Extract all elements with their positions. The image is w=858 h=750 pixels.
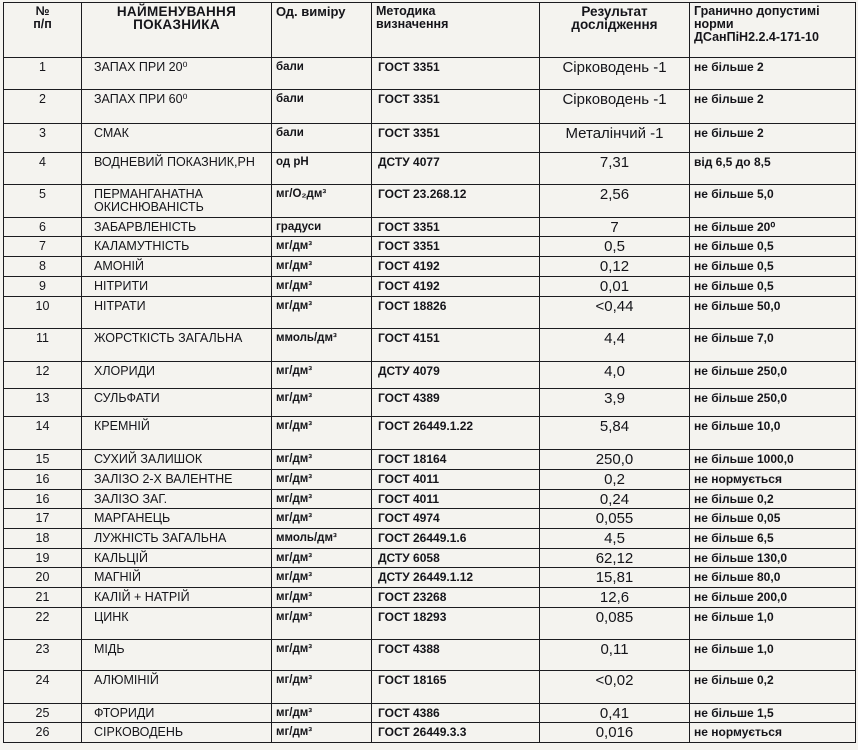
- row-indicator-name: СУХИЙ ЗАЛИШОК: [82, 450, 272, 470]
- row-norm: не більше 2: [690, 90, 856, 124]
- row-number: 7: [4, 237, 82, 257]
- row-indicator-name: КАЛЬЦІЙ: [82, 549, 272, 568]
- row-norm: не більше 1000,0: [690, 450, 856, 470]
- row-norm: не більше 1,0: [690, 640, 856, 671]
- table-row: [4, 568, 856, 588]
- row-indicator-name: АМОНІЙ: [82, 257, 272, 277]
- row-number: 12: [4, 362, 82, 389]
- row-result: 0,41: [540, 704, 690, 723]
- row-method: ГОСТ 4011: [372, 490, 540, 509]
- table-row: [4, 588, 856, 608]
- row-method: ГОСТ 18164: [372, 450, 540, 470]
- row-number: 23: [4, 640, 82, 671]
- table-row: [4, 417, 856, 450]
- row-norm: не більше 130,0: [690, 549, 856, 568]
- row-unit: бали: [272, 90, 372, 124]
- row-result: 0,01: [540, 277, 690, 297]
- row-number: 9: [4, 277, 82, 297]
- row-method: ГОСТ 4192: [372, 257, 540, 277]
- row-method: ГОСТ 4011: [372, 470, 540, 490]
- row-indicator-name: ХЛОРИДИ: [82, 362, 272, 389]
- row-unit: мг/дм³: [272, 509, 372, 529]
- row-method: ГОСТ 18293: [372, 608, 540, 640]
- row-unit: мг/дм³: [272, 389, 372, 417]
- row-method: ГОСТ 23.268.12: [372, 185, 540, 218]
- row-result: <0,02: [540, 671, 690, 704]
- table-row: [4, 608, 856, 640]
- table-row: [4, 509, 856, 529]
- row-result: 4,5: [540, 529, 690, 549]
- row-indicator-name: ЗАЛІЗО 2-Х ВАЛЕНТНЕ: [82, 470, 272, 490]
- row-result: 4,4: [540, 329, 690, 362]
- row-method: ГОСТ 26449.1.22: [372, 417, 540, 450]
- row-result: 250,0: [540, 450, 690, 470]
- row-indicator-name: ЗАЛІЗО ЗАГ.: [82, 490, 272, 509]
- header-name-line: ПОКАЗНИКА: [133, 17, 220, 32]
- row-result: 0,016: [540, 723, 690, 743]
- header-number: [4, 3, 82, 58]
- header-result-line: дослідження: [571, 17, 658, 32]
- header-method-line: визначення: [376, 17, 449, 31]
- row-indicator-name: МІДЬ: [82, 640, 272, 671]
- row-indicator-name: ЛУЖНІСТЬ ЗАГАЛЬНА: [82, 529, 272, 549]
- table-row: [4, 529, 856, 549]
- row-indicator-name: ЗАБАРВЛЕНІСТЬ: [82, 218, 272, 237]
- row-unit: мг/дм³: [272, 723, 372, 743]
- row-unit: мг/дм³: [272, 362, 372, 389]
- row-method: ГОСТ 3351: [372, 218, 540, 237]
- row-indicator-name: МАГНІЙ: [82, 568, 272, 588]
- header-name-line: НАЙМЕНУВАННЯ: [116, 4, 237, 19]
- row-method: ГОСТ 4386: [372, 704, 540, 723]
- table-row: [4, 640, 856, 671]
- row-indicator-name: СІРКОВОДЕНЬ: [82, 723, 272, 743]
- row-norm: не більше 80,0: [690, 568, 856, 588]
- table-row: [4, 237, 856, 257]
- row-norm: не більше 6,5: [690, 529, 856, 549]
- row-unit: мг/дм³: [272, 417, 372, 450]
- row-result: 2,56: [540, 185, 690, 218]
- row-number: 11: [4, 329, 82, 362]
- table-row: [4, 257, 856, 277]
- header-norm-line: ДСанПіН2.2.4-171-10: [694, 30, 819, 44]
- row-unit: мг/О₂дм³: [272, 185, 372, 218]
- row-unit: мг/дм³: [272, 608, 372, 640]
- table-row: [4, 58, 856, 90]
- header-method-line: Методика: [376, 4, 436, 18]
- row-number: 16: [4, 490, 82, 509]
- row-number: 3: [4, 124, 82, 153]
- row-indicator-name: ЦИНК: [82, 608, 272, 640]
- row-norm: не нормується: [690, 470, 856, 490]
- table-row: [4, 450, 856, 470]
- row-method: ДСТУ 6058: [372, 549, 540, 568]
- row-method: ГОСТ 23268: [372, 588, 540, 608]
- row-method: ДСТУ 4077: [372, 153, 540, 185]
- row-number: 21: [4, 588, 82, 608]
- row-unit: мг/дм³: [272, 470, 372, 490]
- row-number: 4: [4, 153, 82, 185]
- table-row: [4, 297, 856, 329]
- row-number: 25: [4, 704, 82, 723]
- row-result: 12,6: [540, 588, 690, 608]
- row-result: 3,9: [540, 389, 690, 417]
- row-indicator-name: НІТРАТИ: [82, 297, 272, 329]
- row-method: ГОСТ 4151: [372, 329, 540, 362]
- table-row: [4, 185, 856, 218]
- row-result: 7,31: [540, 153, 690, 185]
- row-norm: не більше 250,0: [690, 389, 856, 417]
- row-method: ГОСТ 18826: [372, 297, 540, 329]
- row-unit: мг/дм³: [272, 704, 372, 723]
- table-body: [4, 58, 856, 743]
- row-norm: не нормується: [690, 723, 856, 743]
- row-result: 4,0: [540, 362, 690, 389]
- row-number: 13: [4, 389, 82, 417]
- row-result: 0,2: [540, 470, 690, 490]
- row-norm: не більше 0,2: [690, 490, 856, 509]
- row-unit: бали: [272, 124, 372, 153]
- header-unit: [272, 3, 372, 58]
- table-row: [4, 124, 856, 153]
- table-row: [4, 90, 856, 124]
- row-result: 7: [540, 218, 690, 237]
- row-number: 1: [4, 58, 82, 90]
- row-indicator-name: ВОДНЕВИЙ ПОКАЗНИК,РН: [82, 153, 272, 185]
- row-number: 15: [4, 450, 82, 470]
- row-unit: мг/дм³: [272, 588, 372, 608]
- row-norm: не більше 20⁰: [690, 218, 856, 237]
- table-row: [4, 671, 856, 704]
- row-method: ГОСТ 3351: [372, 124, 540, 153]
- header-result: [540, 3, 690, 58]
- row-norm: не більше 2: [690, 124, 856, 153]
- row-method: ГОСТ 4192: [372, 277, 540, 297]
- row-number: 19: [4, 549, 82, 568]
- row-method: ГОСТ 26449.3.3: [372, 723, 540, 743]
- row-number: 16: [4, 470, 82, 490]
- row-norm: не більше 2: [690, 58, 856, 90]
- row-result: Сірководень -1: [540, 58, 690, 90]
- row-number: 2: [4, 90, 82, 124]
- row-indicator-name: ЖОРСТКІСТЬ ЗАГАЛЬНА: [82, 329, 272, 362]
- row-unit: ммоль/дм³: [272, 529, 372, 549]
- row-result: 0,055: [540, 509, 690, 529]
- table-row: [4, 153, 856, 185]
- row-unit: мг/дм³: [272, 549, 372, 568]
- row-number: 10: [4, 297, 82, 329]
- row-method: ГОСТ 3351: [372, 90, 540, 124]
- row-indicator-name: КАЛІЙ + НАТРІЙ: [82, 588, 272, 608]
- row-norm: не більше 0,5: [690, 237, 856, 257]
- row-unit: мг/дм³: [272, 237, 372, 257]
- row-number: 6: [4, 218, 82, 237]
- row-norm: не більше 1,5: [690, 704, 856, 723]
- row-result: 0,24: [540, 490, 690, 509]
- row-indicator-name: СУЛЬФАТИ: [82, 389, 272, 417]
- table-row: [4, 329, 856, 362]
- header-norm: [690, 3, 856, 58]
- row-method: ГОСТ 4388: [372, 640, 540, 671]
- row-indicator-name: КРЕМНІЙ: [82, 417, 272, 450]
- row-result: 0,12: [540, 257, 690, 277]
- table-row: [4, 218, 856, 237]
- row-method: ГОСТ 18165: [372, 671, 540, 704]
- row-unit: градуси: [272, 218, 372, 237]
- row-number: 14: [4, 417, 82, 450]
- row-norm: не більше 10,0: [690, 417, 856, 450]
- table-row: [4, 490, 856, 509]
- row-unit: ммоль/дм³: [272, 329, 372, 362]
- row-unit: мг/дм³: [272, 490, 372, 509]
- row-unit: мг/дм³: [272, 450, 372, 470]
- row-result: 0,11: [540, 640, 690, 671]
- row-norm: не більше 5,0: [690, 185, 856, 218]
- header-norm-line: норми: [694, 17, 734, 31]
- row-unit: мг/дм³: [272, 640, 372, 671]
- table-row: [4, 549, 856, 568]
- row-unit: мг/дм³: [272, 568, 372, 588]
- row-norm: не більше 200,0: [690, 588, 856, 608]
- header-norm-line: Гранично допустимі: [694, 4, 820, 18]
- table-row: [4, 277, 856, 297]
- row-unit: од рН: [272, 153, 372, 185]
- row-number: 8: [4, 257, 82, 277]
- row-number: 22: [4, 608, 82, 640]
- water-analysis-table: [3, 2, 856, 743]
- row-indicator-name: ЗАПАХ ПРИ 60⁰: [82, 90, 272, 124]
- row-number: 24: [4, 671, 82, 704]
- row-unit: мг/дм³: [272, 297, 372, 329]
- row-norm: від 6,5 до 8,5: [690, 153, 856, 185]
- row-number: 5: [4, 185, 82, 218]
- row-method: ДСТУ 26449.1.12: [372, 568, 540, 588]
- header-number-line: №: [35, 4, 50, 18]
- row-method: ГОСТ 26449.1.6: [372, 529, 540, 549]
- row-result: 15,81: [540, 568, 690, 588]
- row-norm: не більше 7,0: [690, 329, 856, 362]
- row-indicator-name: МАРГАНЕЦЬ: [82, 509, 272, 529]
- row-indicator-name: ФТОРИДИ: [82, 704, 272, 723]
- table-row: [4, 704, 856, 723]
- row-unit: бали: [272, 58, 372, 90]
- header-result-line: Результат: [581, 4, 648, 19]
- table-header-row: [4, 3, 856, 58]
- table-row: [4, 723, 856, 743]
- row-number: 26: [4, 723, 82, 743]
- table-row: [4, 389, 856, 417]
- header-number-line: п/п: [33, 17, 52, 31]
- row-indicator-name: АЛЮМІНІЙ: [82, 671, 272, 704]
- header-unit-line: Од. виміру: [276, 4, 346, 19]
- row-method: ГОСТ 4974: [372, 509, 540, 529]
- row-result: Сірководень -1: [540, 90, 690, 124]
- row-indicator-name: ПЕРМАНГАНАТНА ОКИСНЮВАНІСТЬ: [82, 185, 272, 218]
- row-method: ГОСТ 4389: [372, 389, 540, 417]
- row-norm: не більше 50,0: [690, 297, 856, 329]
- row-indicator-name: КАЛАМУТНІСТЬ: [82, 237, 272, 257]
- row-method: ГОСТ 3351: [372, 237, 540, 257]
- row-result: 0,085: [540, 608, 690, 640]
- row-number: 18: [4, 529, 82, 549]
- table-row: [4, 470, 856, 490]
- row-method: ДСТУ 4079: [372, 362, 540, 389]
- row-norm: не більше 1,0: [690, 608, 856, 640]
- row-norm: не більше 0,2: [690, 671, 856, 704]
- row-unit: мг/дм³: [272, 671, 372, 704]
- row-norm: не більше 0,5: [690, 277, 856, 297]
- row-result: 62,12: [540, 549, 690, 568]
- row-norm: не більше 0,5: [690, 257, 856, 277]
- header-indicator-name: [82, 3, 272, 58]
- table-row: [4, 362, 856, 389]
- row-result: 5,84: [540, 417, 690, 450]
- row-result: <0,44: [540, 297, 690, 329]
- row-number: 17: [4, 509, 82, 529]
- row-indicator-name: СМАК: [82, 124, 272, 153]
- row-result: 0,5: [540, 237, 690, 257]
- row-unit: мг/дм³: [272, 277, 372, 297]
- row-norm: не більше 0,05: [690, 509, 856, 529]
- row-number: 20: [4, 568, 82, 588]
- row-unit: мг/дм³: [272, 257, 372, 277]
- row-norm: не більше 250,0: [690, 362, 856, 389]
- header-method: [372, 3, 540, 58]
- row-indicator-name: НІТРИТИ: [82, 277, 272, 297]
- row-method: ГОСТ 3351: [372, 58, 540, 90]
- row-result: Металінчий -1: [540, 124, 690, 153]
- row-indicator-name: ЗАПАХ ПРИ 20⁰: [82, 58, 272, 90]
